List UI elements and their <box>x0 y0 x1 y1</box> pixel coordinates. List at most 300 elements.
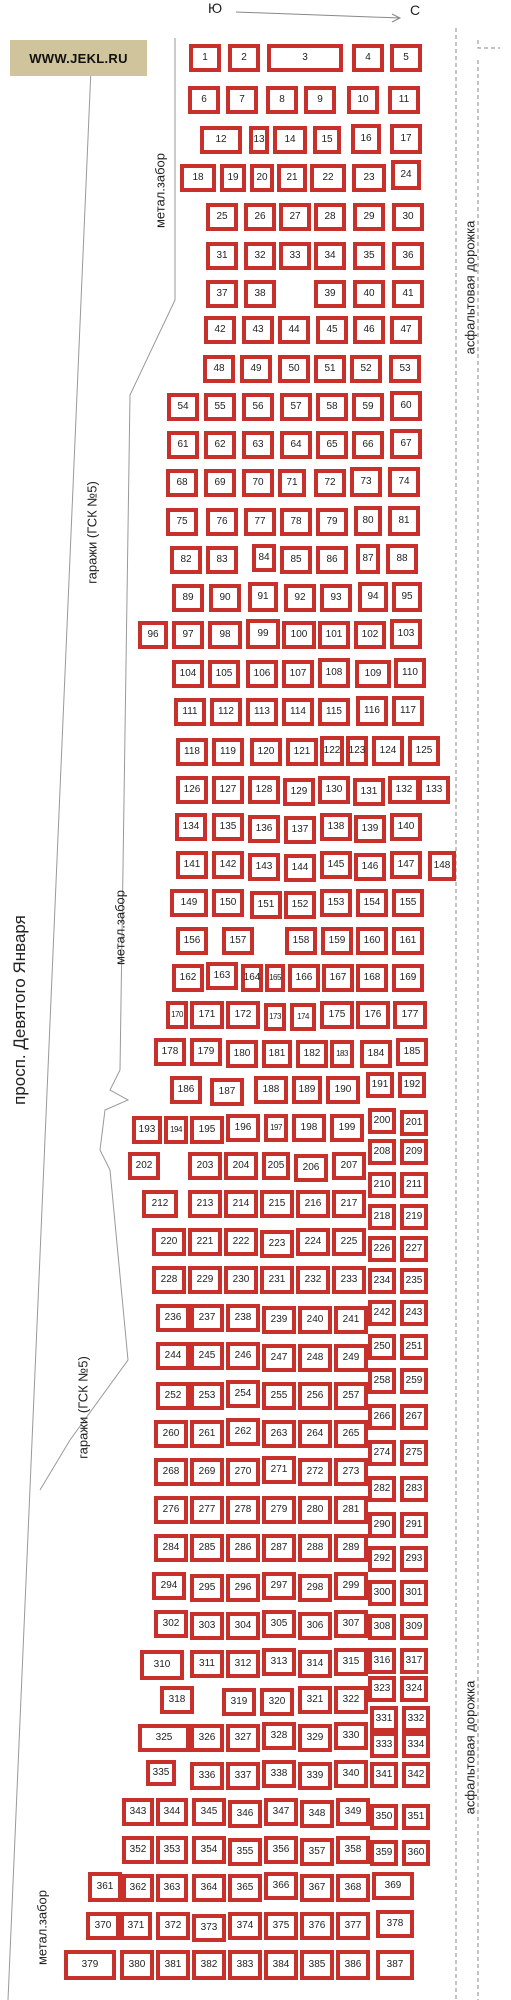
parking-lot[interactable]: 28 <box>314 203 346 231</box>
parking-lot[interactable]: 246 <box>226 1342 260 1370</box>
parking-lot[interactable]: 131 <box>353 778 385 806</box>
parking-lot[interactable]: 342 <box>402 1762 430 1788</box>
parking-lot[interactable]: 188 <box>254 1076 288 1104</box>
parking-lot[interactable]: 313 <box>262 1648 296 1676</box>
parking-lot[interactable]: 149 <box>170 889 208 917</box>
parking-lot[interactable]: 262 <box>226 1418 260 1446</box>
parking-lot[interactable]: 147 <box>390 851 422 879</box>
parking-lot[interactable]: 202 <box>128 1152 160 1180</box>
parking-lot[interactable]: 329 <box>298 1724 332 1752</box>
parking-lot[interactable]: 271 <box>262 1456 296 1484</box>
parking-lot[interactable]: 101 <box>318 621 350 649</box>
parking-lot[interactable]: 267 <box>400 1404 428 1430</box>
parking-lot[interactable]: 138 <box>320 813 352 841</box>
parking-lot[interactable]: 332 <box>402 1706 430 1732</box>
parking-lot[interactable]: 366 <box>264 1872 298 1900</box>
parking-lot[interactable]: 7 <box>226 86 258 114</box>
parking-lot[interactable]: 277 <box>190 1496 224 1524</box>
parking-lot[interactable]: 33 <box>279 242 311 270</box>
parking-lot[interactable]: 207 <box>332 1152 366 1180</box>
parking-lot[interactable]: 288 <box>298 1534 332 1562</box>
parking-lot[interactable]: 187 <box>210 1078 244 1106</box>
parking-lot[interactable]: 174 <box>290 1003 316 1031</box>
parking-lot[interactable]: 12 <box>200 126 242 154</box>
parking-lot[interactable]: 75 <box>166 508 198 536</box>
parking-lot[interactable]: 298 <box>298 1574 332 1602</box>
parking-lot[interactable]: 211 <box>400 1172 428 1198</box>
parking-lot[interactable]: 353 <box>156 1836 188 1864</box>
parking-lot[interactable]: 251 <box>400 1334 428 1360</box>
parking-lot[interactable]: 286 <box>226 1534 260 1562</box>
parking-lot[interactable]: 95 <box>392 582 422 612</box>
parking-lot[interactable]: 328 <box>262 1722 296 1750</box>
parking-lot[interactable]: 141 <box>176 851 208 879</box>
parking-lot[interactable]: 338 <box>262 1760 296 1788</box>
parking-lot[interactable]: 280 <box>298 1496 332 1524</box>
parking-lot[interactable]: 178 <box>154 1038 186 1066</box>
parking-lot[interactable]: 233 <box>332 1266 366 1294</box>
parking-lot[interactable]: 103 <box>390 619 422 649</box>
parking-lot[interactable]: 284 <box>154 1534 188 1562</box>
parking-lot[interactable]: 268 <box>154 1458 188 1486</box>
parking-lot[interactable]: 352 <box>122 1836 154 1864</box>
parking-lot[interactable]: 165 <box>265 964 285 992</box>
parking-lot[interactable]: 98 <box>208 621 242 649</box>
parking-lot[interactable]: 358 <box>336 1836 370 1864</box>
parking-lot[interactable]: 92 <box>284 584 316 612</box>
parking-lot[interactable]: 70 <box>242 469 274 497</box>
parking-lot[interactable]: 203 <box>188 1152 222 1180</box>
parking-lot[interactable]: 270 <box>226 1458 260 1486</box>
parking-lot[interactable]: 40 <box>353 280 385 308</box>
parking-lot[interactable]: 308 <box>368 1614 396 1640</box>
parking-lot[interactable]: 74 <box>388 467 420 497</box>
parking-lot[interactable]: 206 <box>294 1154 328 1182</box>
parking-lot[interactable]: 327 <box>226 1724 260 1752</box>
parking-lot[interactable]: 191 <box>366 1072 394 1098</box>
parking-lot[interactable]: 88 <box>386 544 418 574</box>
parking-lot[interactable]: 150 <box>212 889 244 917</box>
parking-lot[interactable]: 32 <box>244 242 276 270</box>
parking-lot[interactable]: 121 <box>286 738 318 766</box>
parking-lot[interactable]: 67 <box>390 429 422 459</box>
parking-lot[interactable]: 248 <box>298 1344 332 1372</box>
parking-lot[interactable]: 128 <box>248 776 280 804</box>
parking-lot[interactable]: 318 <box>160 1686 194 1714</box>
parking-lot[interactable]: 194 <box>164 1116 188 1144</box>
parking-lot[interactable]: 196 <box>226 1114 260 1142</box>
parking-lot[interactable]: 209 <box>400 1139 428 1165</box>
parking-lot[interactable]: 182 <box>296 1040 328 1068</box>
parking-lot[interactable]: 23 <box>352 164 386 192</box>
parking-lot[interactable]: 335 <box>146 1760 176 1786</box>
parking-lot[interactable]: 180 <box>226 1040 258 1068</box>
parking-lot[interactable]: 62 <box>204 431 236 459</box>
parking-lot[interactable]: 266 <box>368 1404 396 1430</box>
parking-lot[interactable]: 381 <box>156 1950 190 1980</box>
parking-lot[interactable]: 212 <box>142 1190 178 1218</box>
parking-lot[interactable]: 331 <box>370 1706 398 1732</box>
parking-lot[interactable]: 152 <box>284 891 316 919</box>
parking-lot[interactable]: 237 <box>190 1304 224 1332</box>
parking-lot[interactable]: 84 <box>252 544 276 572</box>
parking-lot[interactable]: 240 <box>298 1306 332 1334</box>
parking-lot[interactable]: 214 <box>224 1190 258 1218</box>
parking-lot[interactable]: 368 <box>336 1874 370 1902</box>
parking-lot[interactable]: 15 <box>313 126 341 154</box>
parking-lot[interactable]: 17 <box>390 124 422 154</box>
parking-lot[interactable]: 200 <box>368 1108 396 1134</box>
parking-lot[interactable]: 110 <box>394 658 426 688</box>
parking-lot[interactable]: 301 <box>400 1580 428 1606</box>
parking-lot[interactable]: 83 <box>206 546 238 574</box>
parking-lot[interactable]: 136 <box>248 815 280 843</box>
parking-lot[interactable]: 58 <box>316 393 348 421</box>
parking-lot[interactable]: 144 <box>284 854 316 882</box>
parking-lot[interactable]: 78 <box>280 508 312 536</box>
parking-lot[interactable]: 192 <box>398 1072 426 1098</box>
parking-lot[interactable]: 2 <box>228 44 260 72</box>
parking-lot[interactable]: 189 <box>292 1076 322 1104</box>
parking-lot[interactable]: 183 <box>330 1040 354 1068</box>
parking-lot[interactable]: 386 <box>336 1950 370 1980</box>
parking-lot[interactable]: 158 <box>285 927 317 955</box>
parking-lot[interactable]: 69 <box>204 469 236 497</box>
parking-lot[interactable]: 146 <box>354 853 386 881</box>
parking-lot[interactable]: 39 <box>314 280 346 308</box>
parking-lot[interactable]: 133 <box>418 776 450 804</box>
parking-lot[interactable]: 221 <box>188 1228 222 1256</box>
parking-lot[interactable]: 226 <box>368 1236 396 1262</box>
parking-lot[interactable]: 337 <box>226 1762 260 1790</box>
parking-lot[interactable]: 109 <box>355 660 391 688</box>
parking-lot[interactable]: 263 <box>262 1420 296 1448</box>
parking-lot[interactable]: 249 <box>334 1344 368 1372</box>
parking-lot[interactable]: 339 <box>298 1762 332 1790</box>
parking-lot[interactable]: 289 <box>334 1534 368 1562</box>
parking-lot[interactable]: 260 <box>154 1420 188 1448</box>
parking-lot[interactable]: 210 <box>368 1172 396 1198</box>
parking-lot[interactable]: 239 <box>262 1306 296 1334</box>
parking-lot[interactable]: 86 <box>316 546 348 574</box>
parking-lot[interactable]: 51 <box>314 355 346 383</box>
parking-lot[interactable]: 292 <box>368 1546 396 1572</box>
parking-lot[interactable]: 241 <box>334 1306 368 1334</box>
parking-lot[interactable]: 135 <box>212 813 244 841</box>
parking-lot[interactable]: 269 <box>190 1458 224 1486</box>
parking-lot[interactable]: 125 <box>408 736 440 766</box>
parking-lot[interactable]: 114 <box>282 698 314 726</box>
parking-lot[interactable]: 300 <box>368 1580 396 1606</box>
parking-lot[interactable]: 197 <box>264 1114 288 1142</box>
parking-lot[interactable]: 312 <box>226 1650 260 1678</box>
parking-lot[interactable]: 94 <box>358 582 388 612</box>
parking-lot[interactable]: 283 <box>400 1476 428 1502</box>
parking-lot[interactable]: 79 <box>316 508 348 536</box>
parking-lot[interactable]: 104 <box>172 660 204 688</box>
parking-lot[interactable]: 321 <box>298 1686 332 1714</box>
parking-lot[interactable]: 259 <box>400 1368 428 1394</box>
parking-lot[interactable]: 334 <box>402 1732 430 1758</box>
parking-lot[interactable]: 181 <box>262 1040 292 1068</box>
parking-lot[interactable]: 247 <box>262 1344 296 1372</box>
parking-lot[interactable]: 52 <box>350 355 382 383</box>
parking-lot[interactable]: 167 <box>322 964 354 992</box>
parking-lot[interactable]: 220 <box>152 1228 186 1256</box>
parking-lot[interactable]: 349 <box>336 1798 370 1826</box>
parking-lot[interactable]: 35 <box>353 242 385 270</box>
parking-lot[interactable]: 171 <box>190 1001 224 1029</box>
parking-lot[interactable]: 309 <box>400 1614 428 1640</box>
parking-lot[interactable]: 333 <box>370 1732 398 1758</box>
parking-lot[interactable]: 279 <box>262 1496 296 1524</box>
parking-lot[interactable]: 142 <box>212 851 244 879</box>
parking-lot[interactable]: 357 <box>300 1838 334 1866</box>
parking-lot[interactable]: 65 <box>316 431 348 459</box>
parking-lot[interactable]: 160 <box>356 927 388 955</box>
parking-lot[interactable]: 385 <box>300 1950 334 1980</box>
parking-lot[interactable]: 21 <box>277 164 307 192</box>
parking-lot[interactable]: 222 <box>224 1228 258 1256</box>
parking-lot[interactable]: 234 <box>368 1268 396 1294</box>
parking-lot[interactable]: 344 <box>156 1798 188 1826</box>
parking-lot[interactable]: 315 <box>334 1648 368 1676</box>
parking-lot[interactable]: 19 <box>220 164 246 192</box>
parking-lot[interactable]: 363 <box>156 1874 188 1902</box>
parking-lot[interactable]: 374 <box>228 1912 262 1940</box>
parking-lot[interactable]: 361 <box>88 1872 122 1902</box>
parking-lot[interactable]: 162 <box>172 964 204 992</box>
parking-lot[interactable]: 116 <box>356 696 388 726</box>
parking-lot[interactable]: 320 <box>260 1688 294 1716</box>
parking-lot[interactable]: 258 <box>368 1368 396 1394</box>
parking-lot[interactable]: 219 <box>400 1204 428 1230</box>
parking-lot[interactable]: 360 <box>402 1840 430 1866</box>
parking-lot[interactable]: 123 <box>346 736 368 766</box>
parking-lot[interactable]: 113 <box>246 698 278 726</box>
parking-lot[interactable]: 59 <box>352 393 384 421</box>
parking-lot[interactable]: 91 <box>248 582 278 612</box>
parking-lot[interactable]: 3 <box>267 44 343 72</box>
parking-lot[interactable]: 48 <box>203 355 235 383</box>
parking-lot[interactable]: 319 <box>222 1688 256 1716</box>
parking-lot[interactable]: 257 <box>334 1382 368 1410</box>
parking-lot[interactable]: 176 <box>356 1001 390 1029</box>
parking-lot[interactable]: 63 <box>242 431 274 459</box>
parking-lot[interactable]: 311 <box>190 1650 224 1678</box>
parking-lot[interactable]: 250 <box>368 1334 396 1360</box>
parking-lot[interactable]: 296 <box>226 1574 260 1602</box>
parking-lot[interactable]: 208 <box>368 1139 396 1165</box>
parking-lot[interactable]: 365 <box>228 1874 262 1902</box>
parking-lot[interactable]: 77 <box>244 508 276 536</box>
parking-lot[interactable]: 132 <box>388 776 420 804</box>
parking-lot[interactable]: 275 <box>400 1440 428 1466</box>
parking-lot[interactable]: 364 <box>192 1874 226 1902</box>
parking-lot[interactable]: 285 <box>190 1534 224 1562</box>
parking-lot[interactable]: 294 <box>152 1572 186 1600</box>
parking-lot[interactable]: 85 <box>280 546 312 574</box>
parking-lot[interactable]: 115 <box>318 698 350 726</box>
parking-lot[interactable]: 168 <box>356 964 388 992</box>
parking-lot[interactable]: 305 <box>262 1610 296 1638</box>
parking-lot[interactable]: 244 <box>156 1342 190 1370</box>
parking-lot[interactable]: 148 <box>428 851 456 881</box>
parking-lot[interactable]: 238 <box>226 1304 260 1332</box>
parking-lot[interactable]: 36 <box>392 242 424 270</box>
parking-lot[interactable]: 45 <box>316 316 348 344</box>
parking-lot[interactable]: 99 <box>246 619 280 649</box>
parking-lot[interactable]: 345 <box>192 1798 226 1826</box>
parking-lot[interactable]: 120 <box>250 738 282 766</box>
parking-lot[interactable]: 26 <box>244 203 276 231</box>
parking-lot[interactable]: 350 <box>370 1804 398 1830</box>
parking-lot[interactable]: 330 <box>334 1722 368 1750</box>
parking-lot[interactable]: 199 <box>330 1114 364 1142</box>
parking-lot[interactable]: 295 <box>190 1574 224 1602</box>
parking-lot[interactable]: 97 <box>172 621 204 649</box>
parking-lot[interactable]: 27 <box>279 203 311 231</box>
parking-lot[interactable]: 217 <box>332 1190 366 1218</box>
parking-lot[interactable]: 367 <box>300 1874 334 1902</box>
parking-lot[interactable]: 348 <box>300 1800 334 1828</box>
parking-lot[interactable]: 228 <box>152 1266 186 1294</box>
parking-lot[interactable]: 310 <box>140 1650 184 1680</box>
parking-lot[interactable]: 359 <box>370 1840 398 1866</box>
parking-lot[interactable]: 30 <box>392 203 424 231</box>
parking-lot[interactable]: 54 <box>167 393 199 421</box>
parking-lot[interactable]: 14 <box>273 126 307 154</box>
parking-lot[interactable]: 73 <box>350 467 382 497</box>
parking-lot[interactable]: 140 <box>390 813 422 841</box>
parking-lot[interactable]: 20 <box>250 164 274 192</box>
parking-lot[interactable]: 139 <box>354 815 386 843</box>
parking-lot[interactable]: 354 <box>192 1836 226 1864</box>
parking-lot[interactable]: 293 <box>400 1546 428 1572</box>
parking-lot[interactable]: 274 <box>368 1440 396 1466</box>
parking-lot[interactable]: 60 <box>390 391 422 421</box>
parking-lot[interactable]: 341 <box>370 1762 398 1788</box>
parking-lot[interactable]: 326 <box>190 1724 224 1752</box>
parking-lot[interactable]: 29 <box>353 203 385 231</box>
parking-lot[interactable]: 127 <box>212 776 244 804</box>
parking-lot[interactable]: 170 <box>166 1001 188 1029</box>
parking-lot[interactable]: 302 <box>154 1610 188 1638</box>
parking-lot[interactable]: 47 <box>390 316 422 344</box>
parking-lot[interactable]: 340 <box>334 1760 368 1788</box>
parking-lot[interactable]: 281 <box>334 1496 368 1524</box>
parking-lot[interactable]: 383 <box>228 1950 262 1980</box>
parking-lot[interactable]: 129 <box>283 778 315 806</box>
parking-lot[interactable]: 235 <box>400 1268 428 1294</box>
parking-lot[interactable]: 190 <box>326 1076 360 1104</box>
parking-lot[interactable]: 272 <box>298 1458 332 1486</box>
parking-lot[interactable]: 154 <box>356 889 388 917</box>
parking-lot[interactable]: 159 <box>321 927 353 955</box>
parking-lot[interactable]: 351 <box>402 1804 430 1830</box>
parking-lot[interactable]: 5 <box>390 44 422 72</box>
parking-lot[interactable]: 143 <box>248 853 280 881</box>
parking-lot[interactable]: 369 <box>372 1872 414 1900</box>
parking-lot[interactable]: 172 <box>226 1001 260 1029</box>
parking-lot[interactable]: 169 <box>392 964 424 992</box>
site-logo[interactable]: WWW.JEKL.RU <box>10 40 147 76</box>
parking-lot[interactable]: 90 <box>209 584 241 612</box>
parking-lot[interactable]: 291 <box>400 1512 428 1538</box>
parking-lot[interactable]: 46 <box>353 316 385 344</box>
parking-lot[interactable]: 89 <box>172 584 204 612</box>
parking-lot[interactable]: 82 <box>170 546 202 574</box>
parking-lot[interactable]: 324 <box>400 1676 428 1702</box>
parking-lot[interactable]: 93 <box>320 584 352 612</box>
parking-lot[interactable]: 9 <box>304 86 336 114</box>
parking-lot[interactable]: 37 <box>206 280 238 308</box>
parking-lot[interactable]: 343 <box>122 1798 154 1826</box>
parking-lot[interactable]: 76 <box>206 508 238 536</box>
parking-lot[interactable]: 287 <box>262 1534 296 1562</box>
parking-lot[interactable]: 55 <box>204 393 236 421</box>
parking-lot[interactable]: 387 <box>376 1950 414 1980</box>
parking-lot[interactable]: 322 <box>334 1686 368 1714</box>
parking-lot[interactable]: 106 <box>246 660 278 688</box>
parking-lot[interactable]: 41 <box>392 280 424 308</box>
parking-lot[interactable]: 297 <box>262 1572 296 1600</box>
parking-lot[interactable]: 108 <box>318 658 350 688</box>
parking-lot[interactable]: 118 <box>176 738 208 766</box>
parking-lot[interactable]: 71 <box>278 469 306 497</box>
parking-lot[interactable]: 24 <box>391 160 421 190</box>
parking-lot[interactable]: 261 <box>190 1420 224 1448</box>
parking-lot[interactable]: 4 <box>352 44 384 72</box>
parking-lot[interactable]: 53 <box>389 355 421 383</box>
parking-lot[interactable]: 177 <box>393 1001 427 1029</box>
parking-lot[interactable]: 173 <box>264 1003 286 1031</box>
parking-lot[interactable]: 124 <box>372 736 404 766</box>
parking-lot[interactable]: 145 <box>320 851 352 879</box>
parking-lot[interactable]: 111 <box>174 698 206 726</box>
parking-lot[interactable]: 166 <box>288 964 320 992</box>
parking-lot[interactable]: 6 <box>188 86 220 114</box>
parking-lot[interactable]: 195 <box>190 1116 224 1144</box>
parking-lot[interactable]: 175 <box>320 1001 354 1029</box>
parking-lot[interactable]: 134 <box>175 813 207 841</box>
parking-lot[interactable]: 112 <box>210 698 242 726</box>
parking-lot[interactable]: 186 <box>170 1076 202 1104</box>
parking-lot[interactable]: 218 <box>368 1204 396 1230</box>
parking-lot[interactable]: 179 <box>190 1038 222 1066</box>
parking-lot[interactable]: 317 <box>400 1648 428 1674</box>
parking-lot[interactable]: 119 <box>212 738 244 766</box>
parking-lot[interactable]: 18 <box>180 164 216 192</box>
parking-lot[interactable]: 347 <box>264 1798 298 1826</box>
parking-lot[interactable]: 68 <box>166 469 198 497</box>
parking-lot[interactable]: 34 <box>314 242 346 270</box>
parking-lot[interactable]: 107 <box>282 660 314 688</box>
parking-lot[interactable]: 229 <box>188 1266 222 1294</box>
parking-lot[interactable]: 371 <box>120 1912 152 1940</box>
parking-lot[interactable]: 299 <box>334 1572 368 1600</box>
parking-lot[interactable]: 304 <box>226 1612 260 1640</box>
parking-lot[interactable]: 57 <box>280 393 312 421</box>
parking-lot[interactable]: 213 <box>188 1190 222 1218</box>
parking-lot[interactable]: 325 <box>138 1724 190 1752</box>
parking-lot[interactable]: 245 <box>190 1342 224 1370</box>
parking-lot[interactable]: 379 <box>64 1950 116 1980</box>
parking-lot[interactable]: 105 <box>208 660 240 688</box>
parking-lot[interactable]: 43 <box>242 316 274 344</box>
parking-lot[interactable]: 230 <box>224 1266 258 1294</box>
parking-lot[interactable]: 10 <box>347 86 379 114</box>
